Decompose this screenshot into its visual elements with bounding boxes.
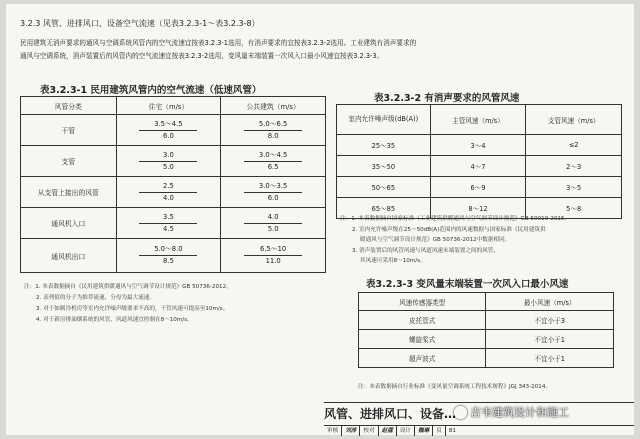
table1-row1-res-bot: 6.0 <box>163 131 174 140</box>
table2 <box>336 104 622 219</box>
table2-note-3: 暖通风与空气调节设计规范》GB 50736-2012中数据相同。 <box>360 237 511 243</box>
table1-row3-pub-bot: 6.0 <box>267 193 279 202</box>
table1-row1-pub-top: 5.0～6.5 <box>244 119 302 131</box>
table3-r2-sensor: 螺旋桨式 <box>359 330 486 349</box>
table2-title: 表3.2.3-2 有消声要求的风管风速 <box>374 93 520 104</box>
table1-row2-pub-bot: 6.5 <box>267 162 279 171</box>
table1-row5-res-top: 5.0～8.0 <box>139 244 197 256</box>
table2-r2-branch: 2～3 <box>526 156 622 177</box>
approval-label-review: 审核 <box>324 426 342 436</box>
page-label: 页 <box>433 426 446 436</box>
approval-name-check: 赵蔻 <box>379 426 397 436</box>
table2-r3-main: 6～9 <box>430 177 526 198</box>
footer-title: 风管、进排风口、设备… <box>324 407 457 421</box>
approval-label-design: 设计 <box>397 426 415 436</box>
table1-row2-pub-top: 3.0～4.5 <box>244 150 302 162</box>
table2-header-branch: 支管风速（m/s） <box>526 105 622 135</box>
table2-note-2: 2. 室内允许噪声级在25～50dB(A)范围内的风速数据与国家标准《民用建筑供 <box>352 227 546 233</box>
table2-r2-main: 4～7 <box>430 156 526 177</box>
table1-row3-res-bot: 4.0 <box>163 193 174 202</box>
table-row <box>337 135 622 156</box>
table1-row3-name: 从支管上接出的风管 <box>21 177 117 208</box>
table2-r2-noise: 35～50 <box>337 156 431 177</box>
table1-row2-name: 支管 <box>21 146 117 177</box>
table2-note-5: 其风速可采用8～10m/s。 <box>360 258 426 264</box>
table-row <box>21 146 326 177</box>
table-row <box>21 177 326 208</box>
table1-header-category: 风管分类 <box>21 97 117 115</box>
table3-r3-speed: 不宜小于1 <box>486 349 614 368</box>
table1-row1-res-top: 3.5～4.5 <box>139 119 197 131</box>
table1-row1-pub-bot: 8.0 <box>267 131 279 140</box>
table1-row5-pub-bot: 11.0 <box>265 257 281 265</box>
page-number: 81 <box>448 428 456 434</box>
table1-row4-pub-bot: 5.0 <box>267 224 279 233</box>
table-row <box>21 239 326 273</box>
table2-r1-noise: 25～35 <box>337 135 431 156</box>
table1-row5-res-bot: 8.5 <box>163 257 174 265</box>
approval-name-design: 魏琳 <box>415 426 433 436</box>
table1-row1-name: 干管 <box>21 115 117 146</box>
table2-note-1: 注：1. 本表数据摘自国家标准《工业建筑供暖通风与空气调节设计规范》GB 50019-2015。 <box>340 216 571 222</box>
table2-r3-branch: 3～5 <box>526 177 622 198</box>
wechat-icon <box>454 406 467 419</box>
table3-r3-sensor: 超声波式 <box>359 349 486 368</box>
table1-note-2: 2. 表列值的分子为推荐流速，分母为最大流速。 <box>36 295 155 301</box>
table2-r1-main: 3～4 <box>430 135 526 156</box>
table2-r1-branch: ≤2 <box>526 135 622 156</box>
section-title: 3.2.3 风管、进排风口、设备空气流速（见表3.2.3-1～表3.2.3-8） <box>20 19 260 28</box>
watermark <box>454 404 569 420</box>
table3-r2-speed: 不宜小于1 <box>486 330 614 349</box>
table3-note: 注：本表数据摘自行业标准《变风量空调系统工程技术规程》JGJ 343-2014。 <box>358 384 551 390</box>
table1-header-residential: 住宅（m/s） <box>116 97 221 115</box>
approval-row <box>324 425 634 436</box>
table3-title: 表3.2.3-3 变风量末端装置一次风入口最小风速 <box>366 279 569 290</box>
approval-label-check: 校对 <box>360 426 378 436</box>
table3-header-minspeed: 最小风速（m/s） <box>486 293 614 311</box>
table1-note-1: 注：1. 本表数据摘自《民用建筑供暖通风与空气调节设计规范》GB 50736-2012。 <box>24 284 232 290</box>
table1-row5-name: 通风机出口 <box>21 239 117 273</box>
table-row <box>359 330 614 349</box>
table2-header-main: 主管风速（m/s） <box>430 105 526 135</box>
table1-title: 表3.2.3-1 民用建筑风管内的空气流速（低速风管） <box>40 85 262 96</box>
table1-row2-res-top: 3.0 <box>139 150 197 162</box>
watermark-text: 吉韦建筑设计和施工 <box>470 406 569 419</box>
table1-row4-name: 通风机入口 <box>21 208 117 239</box>
table2-r4-noise: 65～85 <box>337 198 431 219</box>
table2-header-noise: 室内允许噪声级(dB(A)) <box>337 105 431 135</box>
table1-row5-pub-top: 6.5～10 <box>244 244 302 256</box>
table1-row4-res-bot: 4.5 <box>163 224 174 233</box>
intro-line-1: 民用建筑无消声要求的通风与空调系统风管内的空气流速宜按表3.2.3-1选用，有消声要求的宜按表3.2.3-2选用。工业建筑有消声要求的 <box>20 39 417 47</box>
table-row <box>337 156 622 177</box>
table1-row3-pub-top: 3.0～3.5 <box>244 181 302 193</box>
table3-r1-speed: 不宜小于3 <box>486 311 614 330</box>
table2-note-4: 3. 消声装置后的风管风速与风道风速末端装置之间的风管， <box>352 248 499 254</box>
table2-r4-main: 8～12 <box>430 198 526 219</box>
table1-note-3: 3. 对于如制冷机房等室内允许噪声级要求不高的，干管风速可提高至10m/s。 <box>36 306 229 312</box>
table-row <box>359 311 614 330</box>
document-page <box>6 4 634 435</box>
table1 <box>20 96 326 273</box>
table3-r1-sensor: 皮托管式 <box>359 311 486 330</box>
table2-r4-branch: 5～8 <box>526 198 622 219</box>
table1-note-4: 4. 对于新房排油烟系统的风管，风道风速宜控制在8～10m/s。 <box>36 317 193 323</box>
approval-name-review: 刘淳 <box>342 426 360 436</box>
table2-r3-noise: 50～65 <box>337 177 431 198</box>
intro-line-2: 通风与空调系统，消声装置后的风管内的空气流速宜按表3.2.3-2选用，变风量末端装置一次风入口最小风速宜按表3.2.3-3。 <box>20 52 384 60</box>
table-row <box>359 349 614 368</box>
table1-row4-pub-top: 4.0 <box>244 212 302 224</box>
table-row <box>21 208 326 239</box>
table1-row4-res-top: 3.5 <box>139 212 197 224</box>
table3 <box>358 292 614 368</box>
table-row <box>21 115 326 146</box>
table3-header-sensor: 风速传感器类型 <box>359 293 486 311</box>
table1-header-public: 公共建筑（m/s） <box>221 97 326 115</box>
table1-row3-res-top: 2.5 <box>139 181 197 193</box>
table1-row2-res-bot: 5.0 <box>163 162 174 171</box>
table-row <box>337 177 622 198</box>
